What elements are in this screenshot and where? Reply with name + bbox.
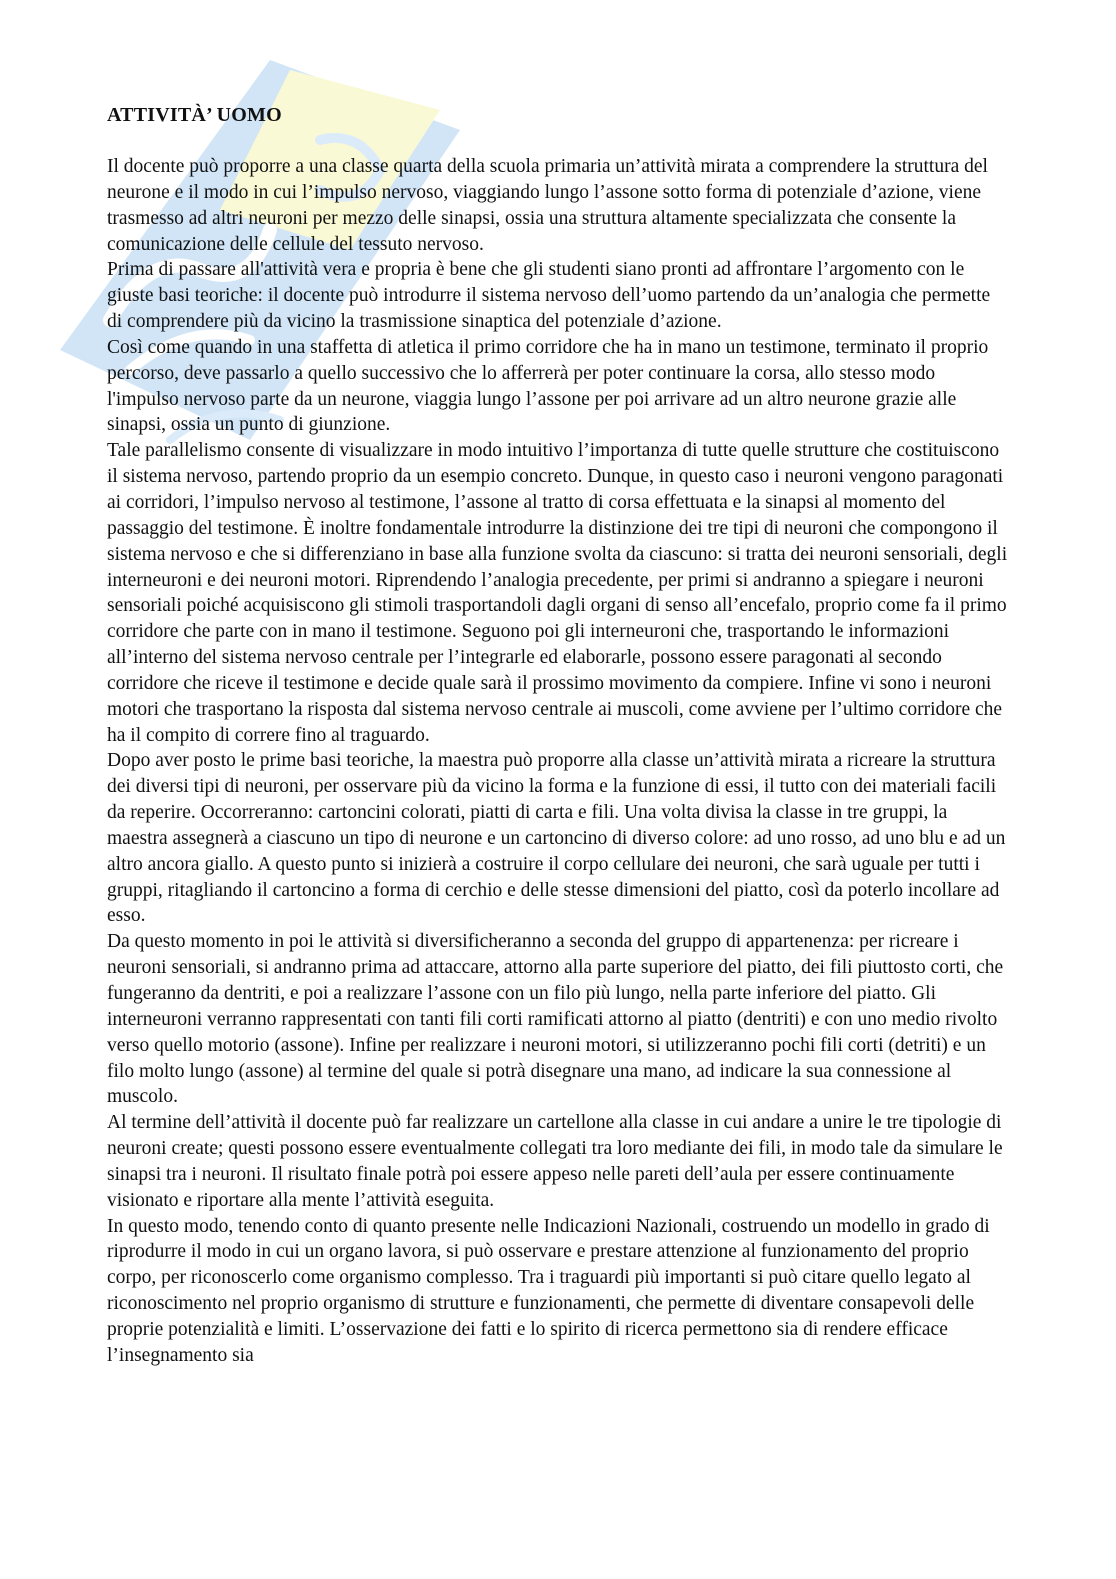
paragraph: Al termine dell’attività il docente può far realizzare un cartellone alla classe in cui andare a unire le tre tipologie di neuroni create; questi possono essere eventualmente collegati tra loro mediante dei fili, in modo tale da simulare le sinapsi tra i neuroni. Il risultato finale potrà poi essere appeso nelle pareti dell’aula per essere continuamente visionato e riportare alla mente l’attività eseguita. (107, 1112, 1003, 1211)
paragraph: Il docente può proporre a una classe quarta della scuola primaria un’attività mirata a comprendere la struttura del neurone e il modo in cui l’impulso nervoso, viaggiando lungo l’assone sotto forma di potenziale d’azione, viene trasmesso ad altri neuroni per mezzo delle sinapsi, ossia una struttura altamente specializzata che consente la comunicazione delle cellule del tessuto nervoso. (107, 156, 988, 255)
paragraph: In questo modo, tenendo conto di quanto presente nelle Indicazioni Nazionali, costruendo un modello in grado di riprodurre il modo in cui un organo lavora, si può osservare e prestare attenzione al funzionamento del proprio corpo, per riconoscerlo come organismo complesso. Tra i traguardi più importanti si può citare quello legato al riconoscimento nel proprio organismo di strutture e funzionamenti, che permette di diventare consapevoli delle proprie potenzialità e limiti. L’osservazione dei fatti e lo spirito di ricerca permettono sia di rendere efficace l’insegnamento sia (107, 1215, 990, 1366)
paragraph: Prima di passare all'attività vera e propria è bene che gli studenti siano pronti ad affrontare l’argomento con le giuste basi teoriche: il docente può introdurre il sistema nervoso dell’uomo partendo da un’analogia che permette di comprendere più da vicino la trasmissione sinaptica del potenziale d’azione. (107, 259, 991, 333)
document-page (107, 102, 1009, 1369)
document-title: ATTIVITÀ’ UOMO (107, 104, 282, 126)
paragraph: Così come quando in una staffetta di atletica il primo corridore che ha in mano un testimone, terminato il proprio percorso, deve passarlo a quello successivo che lo afferrerà per poter continuare la corsa, allo stesso modo l'impulso nervoso parte da un neurone, viaggia lungo l’assone per poi arrivare ad un altro neurone grazie alle sinapsi, ossia un punto di giunzione. (107, 336, 989, 436)
paragraph: Da questo momento in poi le attività si diversificheranno a seconda del gruppo di appartenenza: per ricreare i neuroni sensoriali, si andranno prima ad attaccare, attorno alla parte superiore del piatto, dei fili piuttosto corti, che fungeranno da dentriti, e poi a realizzare l’assone con un filo più lungo, nella parte inferiore del piatto. Gli interneuroni verranno rappresentati con tanti fili corti ramificati attorno al piatto (dentriti) e con uno medio rivolto verso quello motorio (assone). Infine per realizzare i neuroni motori, si utilizzeranno pochi fili corti (detriti) e un filo molto lungo (assone) al termine del quale si potrà disegnare una mano, ad indicare la sua connessione al muscolo. (107, 931, 1004, 1108)
paragraph: Tale parallelismo consente di visualizzare in modo intuitivo l’importanza di tutte quelle strutture che costituiscono il sistema nervoso, partendo proprio da un esempio concreto. Dunque, in questo caso i neuroni vengono paragonati ai corridori, l’impulso nervoso al testimone, l’assone al tratto di corsa effettuata e la sinapsi al momento del passaggio del testimone. È inoltre fondamentale introdurre la distinzione dei tre tipi di neuroni che compongono il sistema nervoso e che si differenziano in base alla funzione svolta da ciascuno: si tratta dei neuroni sensoriali, degli interneuroni e dei neuroni motori. Riprendendo l’analogia precedente, per primi si andranno a spiegare i neuroni sensoriali poiché acquisiscono gli stimoli trasportandoli dagli organi di senso all’encefalo, proprio come fa il primo corridore che parte con in mano il testimone. Seguono poi gli interneuroni che, trasportando le informazioni all’interno del sistema nervoso centrale per l’integrarle ed elaborarle, possono essere paragonati al secondo corridore che riceve il testimone e decide quale sarà il prossimo movimento da compiere. Infine vi sono i neuroni motori che trasportano la risposta dal sistema nervoso centrale ai muscoli, come avviene per l’ultimo corridore che ha il compito di correre fino al traguardo. (107, 440, 1008, 746)
paragraph: Dopo aver posto le prime basi teoriche, la maestra può proporre alla classe un’attività mirata a ricreare la struttura dei diversi tipi di neuroni, per osservare più da vicino la forma e la funzione di essi, il tutto con dei materiali facili da reperire. Occorreranno: cartoncini colorati, piatti di carta e fili. Una volta divisa la classe in tre gruppi, la maestra assegnerà a ciascuno un tipo di neurone e un cartoncino di diverso colore: ad uno rosso, ad uno blu e ad un altro ancora giallo. A questo punto si inizierà a costruire il corpo cellulare dei neuroni, che sarà uguale per tutti i gruppi, ritagliando il cartoncino a forma di cerchio e delle stesse dimensioni del piatto, così da poterlo incollare ad esso. (107, 750, 1006, 927)
